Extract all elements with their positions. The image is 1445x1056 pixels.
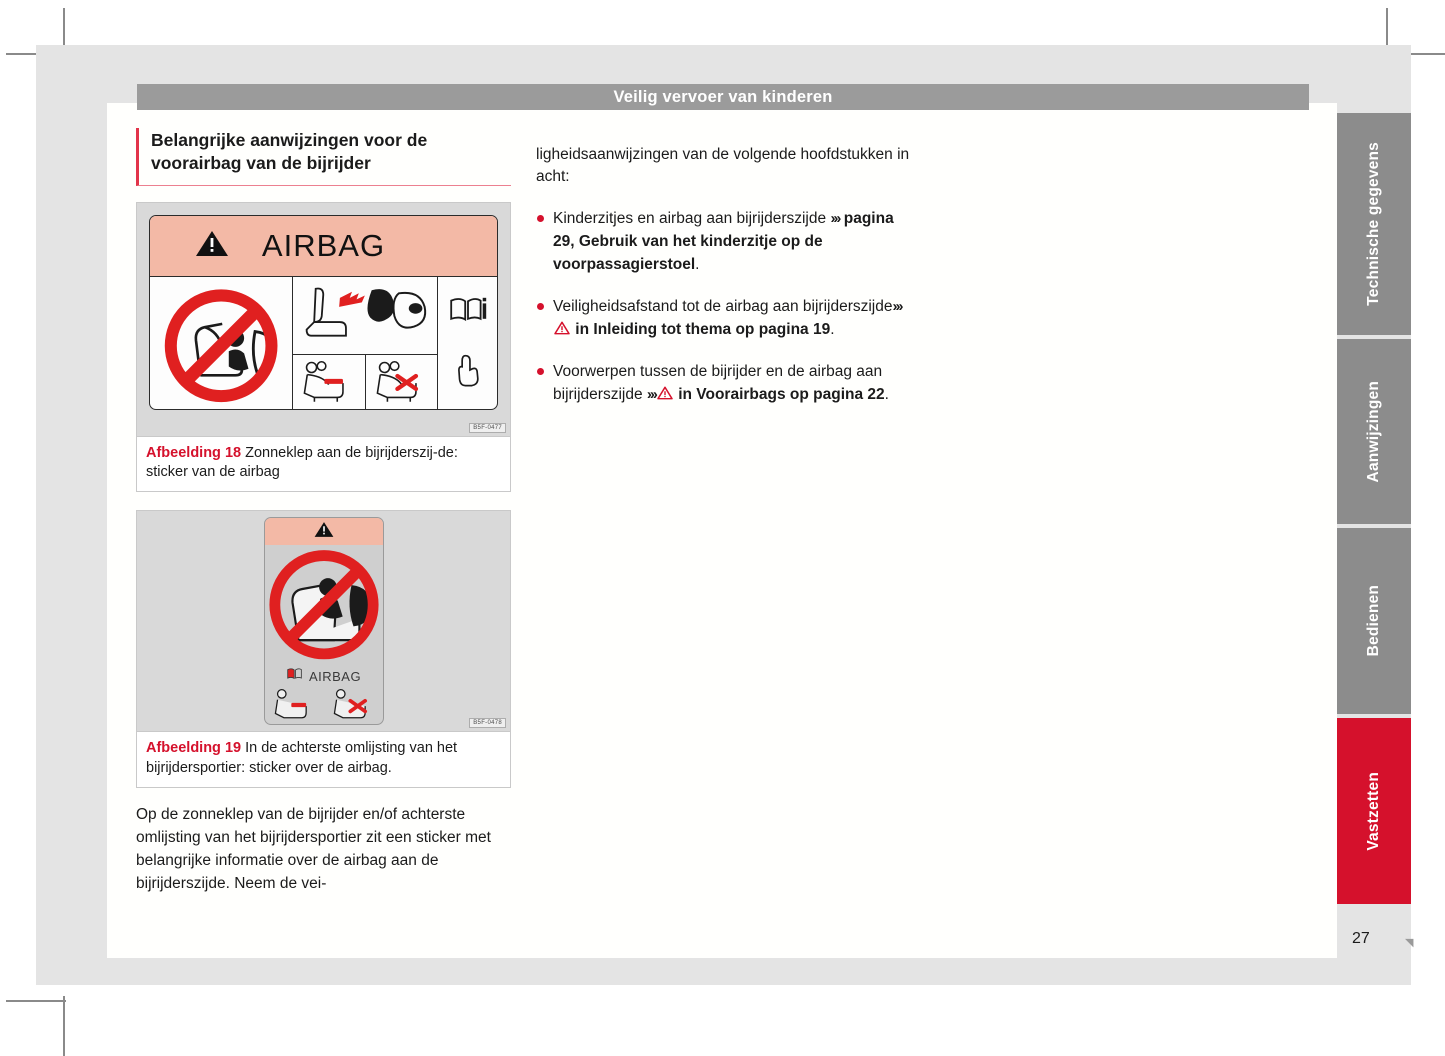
running-header bbox=[137, 84, 1309, 110]
figure-19-image bbox=[136, 510, 511, 732]
manual-book-icon bbox=[286, 667, 305, 685]
figure-18-label: Afbeelding 18 bbox=[146, 444, 242, 461]
bullet-1-tail: . bbox=[695, 255, 700, 273]
sticker-body bbox=[150, 277, 497, 410]
figure-19-caption bbox=[136, 732, 511, 788]
no-rear-facing-child-seat-icon bbox=[265, 545, 383, 664]
chevron-right-icon: ››› bbox=[646, 386, 656, 404]
figure-18 bbox=[136, 202, 511, 493]
warning-triangle-icon bbox=[195, 229, 229, 263]
warning-triangle-icon bbox=[314, 521, 334, 543]
sticker19-lower-cells bbox=[265, 687, 383, 724]
crop-mark-bottom-left bbox=[63, 996, 65, 1056]
left-column bbox=[136, 128, 511, 911]
bullet-2-reference: in Inleiding tot thema op pagina 19 bbox=[571, 320, 831, 338]
airbag-sticker-horizontal bbox=[149, 215, 498, 410]
sticker19-word-row bbox=[265, 665, 383, 688]
belted-child-seat-not-ok-icon bbox=[324, 687, 383, 724]
sidebar-tab-technische-gegevens[interactable] bbox=[1337, 113, 1411, 335]
sticker-right-column bbox=[438, 277, 497, 410]
sidebar-tab-aanwijzingen[interactable] bbox=[1337, 339, 1411, 524]
page-corner-mark: ◥ bbox=[1405, 937, 1414, 949]
belted-child-seat-ok-icon bbox=[293, 355, 365, 410]
airbag-deployment-icon bbox=[293, 277, 437, 355]
list-item bbox=[536, 208, 916, 276]
bullet-dot-icon bbox=[537, 368, 544, 375]
list-item bbox=[536, 296, 916, 343]
sidebar-tab-label: Bedienen bbox=[1365, 585, 1382, 657]
belted-child-seat-not-ok-icon bbox=[366, 355, 437, 410]
sticker-lower-cells bbox=[293, 355, 437, 410]
bullet-dot-icon bbox=[537, 303, 544, 310]
belted-child-seat-ok-icon bbox=[265, 687, 324, 724]
figure-19-caption-text: In de achterste omlijsting van het bijrijdersportier: sticker over de airbag. bbox=[146, 740, 458, 776]
figure-19 bbox=[136, 510, 511, 788]
sidebar-tab-bedienen[interactable] bbox=[1337, 528, 1411, 714]
chevron-right-icon: ››› bbox=[892, 297, 902, 315]
figure-18-image bbox=[136, 202, 511, 437]
sticker19-header-band bbox=[265, 518, 383, 545]
sidebar-tab-label: Vastzetten bbox=[1365, 771, 1382, 851]
page-title: Veilig vervoer van kinderen bbox=[613, 87, 833, 106]
sidebar-tab-label: Technische gegevens bbox=[1365, 142, 1382, 306]
bullet-2-tail: . bbox=[830, 320, 835, 338]
bullet-1-reference: pagina 29, Gebruik van het kinderzitje op de voorpassagierstoel bbox=[553, 210, 894, 273]
sticker19-airbag-word: AIRBAG bbox=[308, 668, 362, 684]
bullet-2-text: Veiligheidsafstand tot de airbag aan bijrijderszijde bbox=[553, 297, 893, 315]
chevron-right-icon: ››› bbox=[830, 210, 840, 228]
sticker-airbag-word: AIRBAG bbox=[261, 227, 386, 263]
section-heading-line1: Belangrijke aanwijzingen voor de bbox=[151, 130, 428, 150]
bullet-3-tail: . bbox=[884, 386, 889, 404]
section-heading-line2: voorairbag van de bijrijder bbox=[151, 153, 371, 174]
section-heading bbox=[136, 128, 511, 186]
pointing-hand-icon bbox=[455, 353, 481, 392]
chapter-tab-strip bbox=[1337, 113, 1411, 908]
airbag-sticker-vertical bbox=[264, 517, 384, 725]
manual-book-icon bbox=[448, 295, 488, 328]
right-column bbox=[536, 128, 916, 408]
bullet-3-reference: in Voorairbags op pagina 22 bbox=[673, 386, 885, 404]
warning-triangle-icon bbox=[657, 385, 673, 408]
no-rear-facing-child-seat-icon bbox=[150, 277, 293, 410]
bullet-1-text: Kinderzitjes en airbag aan bijrijderszijde bbox=[553, 210, 831, 228]
warning-triangle-icon bbox=[554, 320, 570, 343]
page-number: 27 bbox=[1352, 930, 1370, 947]
crop-mark-left-bottom bbox=[6, 1000, 66, 1002]
bullet-3-text: Voorwerpen tussen de bijrijder en de airbag aan bijrijderszijde bbox=[553, 363, 883, 404]
figure-18-caption-text: Zonneklep aan de bijrijderszij-de: sticker van de airbag bbox=[146, 444, 458, 481]
sticker-middle-column bbox=[293, 277, 438, 410]
figure-19-label: Afbeelding 19 bbox=[146, 740, 242, 757]
figure-18-code: B5F-0477 bbox=[469, 423, 506, 433]
right-column-intro: ligheidsaanwijzingen van de volgende hoofdstukken in acht: bbox=[536, 145, 910, 186]
sidebar-tab-vastzetten[interactable] bbox=[1337, 718, 1411, 904]
figure-18-caption bbox=[136, 437, 511, 493]
left-column-paragraph: Op de zonneklep van de bijrijder en/of achterste omlijsting van het bijrijdersportier zit een sticker met belangrijke informatie over de airbag aan de bijrijderszijde. Neem de vei- bbox=[136, 806, 491, 892]
list-item bbox=[536, 361, 916, 408]
sidebar-tab-label: Aanwijzingen bbox=[1365, 380, 1382, 483]
bullet-dot-icon bbox=[537, 215, 544, 222]
figure-19-code: B5F-0478 bbox=[469, 718, 506, 728]
sticker-header-band bbox=[150, 216, 497, 277]
